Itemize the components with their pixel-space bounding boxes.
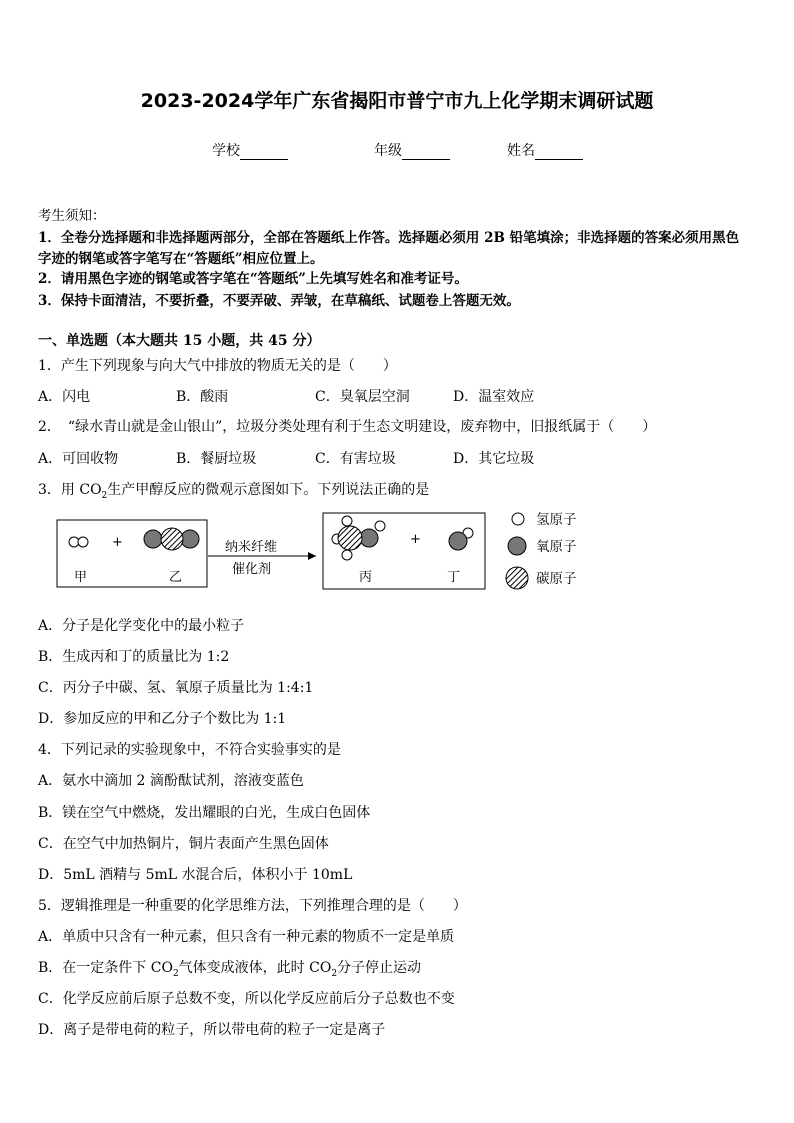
- jia-molecule-h2: [69, 537, 88, 547]
- ding-molecule-h2o: [449, 528, 473, 550]
- q4-option-a: A．氨水中滴加 2 滴酚酞试剂，溶液变蓝色: [38, 773, 304, 789]
- q4-option-d: D．5mL 酒精与 5mL 水混合后，体积小于 10mL: [38, 867, 353, 883]
- q5-option-b: B．在一定条件下 $CO_2$气体变成液体，此时 $CO_2$分子停止运动: [38, 960, 422, 979]
- plus-sign: +: [410, 532, 421, 547]
- oxygen-atom-icon: [508, 537, 526, 555]
- name-field: 姓名: [507, 140, 583, 160]
- yi-molecule-co2: [144, 528, 199, 550]
- label-ding: 丁: [447, 570, 461, 585]
- q5-option-c: C．化学反应前后原子总数不变，所以化学反应前后分子总数也不变: [38, 991, 455, 1007]
- arrow-head: [308, 552, 316, 560]
- bing-molecule-ch3oh: [332, 516, 385, 560]
- q4-option-c: C．在空气中加热铜片，铜片表面产生黑色固体: [38, 836, 329, 852]
- q2-option-d: D．其它垃圾: [453, 451, 535, 467]
- q3-option-b: B．生成丙和丁的质量比为 1:2: [38, 649, 230, 665]
- question-1-stem: 1．产生下列现象与向大气中排放的物质无关的是（ ）: [38, 358, 397, 374]
- q1-option-c: C．臭氧层空洞: [315, 389, 410, 405]
- legend-carbon: 碳原子: [536, 571, 577, 587]
- q4-option-b: B．镁在空气中燃烧，发出耀眼的白光，生成白色固体: [38, 805, 371, 821]
- arrow-label-top: 纳米纤维: [225, 540, 278, 555]
- legend-oxygen: 氧原子: [536, 539, 577, 555]
- arrow-label-bottom: 催化剂: [232, 562, 272, 577]
- question-5-stem: 5．逻辑推理是一种重要的化学思维方法，下列推理合理的是（ ）: [38, 898, 467, 914]
- carbon-atom-icon: [506, 567, 528, 589]
- section-heading: 一、单选题（本大题共 15 小题，共 45 分）: [38, 333, 321, 349]
- plus-sign: +: [112, 535, 123, 550]
- q1-option-a: A．闪电: [38, 389, 91, 405]
- label-jia: 甲: [74, 570, 88, 585]
- atom-legend: [503, 508, 613, 592]
- notice-item: 2．请用黑色字迹的钢笔或答字笔在“答题纸”上先填写姓名和准考证号。: [38, 271, 468, 287]
- hydrogen-atom-icon: [512, 513, 524, 525]
- q3-option-c: C．丙分子中碳、氢、氧原子质量比为 1:4:1: [38, 680, 314, 696]
- q1-option-d: D．温室效应: [453, 389, 535, 405]
- notice-item: 1．全卷分选择题和非选择题两部分，全部在答题纸上作答。选择题必须用 2B 铅笔填涂；非选择题的答案必须用黑色: [38, 230, 740, 246]
- question-2-stem: 2． “绿水青山就是金山银山”，垃圾分类处理有利于生态文明建设，废弃物中，旧报纸属于（ ）: [38, 419, 657, 435]
- q2-option-b: B．餐厨垃圾: [176, 451, 257, 467]
- q2-option-a: A．可回收物: [38, 451, 119, 467]
- notice-heading: 考生须知：: [38, 208, 106, 224]
- notice-item: 字迹的钢笔或答字笔写在“答题纸”相应位置上。: [38, 251, 324, 267]
- q3-option-d: D．参加反应的甲和乙分子个数比为 1:1: [38, 711, 287, 727]
- legend-hydrogen: 氢原子: [536, 512, 577, 528]
- q5-option-d: D．离子是带电荷的粒子，所以带电荷的粒子一定是离子: [38, 1022, 386, 1038]
- document-title: 2023-2024学年广东省揭阳市普宁市九上化学期末调研试题: [140, 90, 654, 112]
- q1-option-b: B．酸雨: [176, 389, 229, 405]
- school-field: 学校: [212, 140, 288, 160]
- q3-option-a: A．分子是化学变化中的最小粒子: [38, 618, 245, 634]
- question-3-stem: 3．用 $CO_2$生产甲醇反应的微观示意图如下。下列说法正确的是: [38, 482, 430, 501]
- label-yi: 乙: [169, 570, 183, 585]
- q5-option-a: A．单质中只含有一种元素，但只含有一种元素的物质不一定是单质: [38, 929, 455, 945]
- grade-field: 年级: [374, 140, 450, 160]
- q2-option-c: C．有害垃圾: [315, 451, 396, 467]
- question-4-stem: 4．下列记录的实验现象中，不符合实验事实的是: [38, 742, 341, 758]
- notice-item: 3．保持卡面清洁，不要折叠，不要弄破、弄皱，在草稿纸、试题卷上答题无效。: [38, 293, 520, 309]
- label-bing: 丙: [359, 570, 373, 585]
